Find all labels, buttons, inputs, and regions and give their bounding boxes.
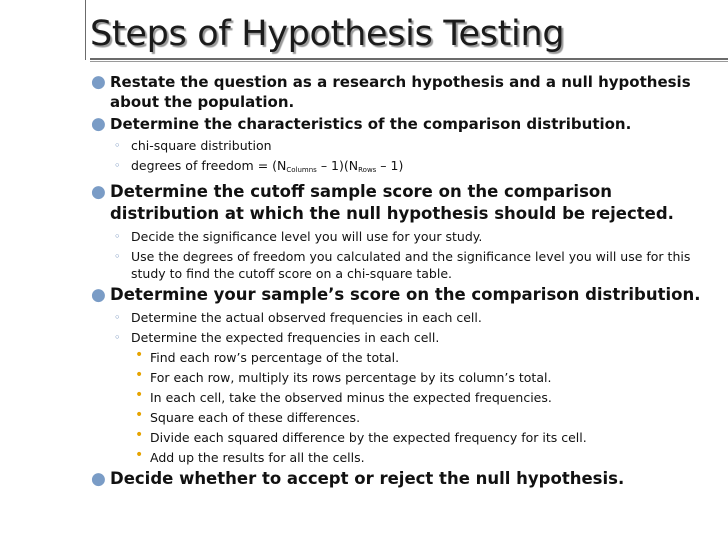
sub-item-significance bbox=[0, 228, 728, 245]
bullet-icon: ● bbox=[91, 285, 106, 305]
step-bullet-icon: • bbox=[135, 447, 144, 463]
bullet-icon: ● bbox=[91, 469, 106, 489]
bullet-list bbox=[0, 70, 728, 490]
dof-suffix: – 1) bbox=[376, 158, 404, 173]
sub-item-text: Determine the expected frequencies in each cell. bbox=[131, 330, 440, 345]
dof-sub-columns: Columns bbox=[286, 166, 317, 174]
sub-bullet-icon: ◦ bbox=[114, 159, 121, 172]
step-item-text: Divide each squared difference by the expected frequency for its cell. bbox=[150, 430, 587, 445]
list-item-text: Determine the characteristics of the comparison distribution. bbox=[110, 115, 632, 133]
list-item-decide bbox=[0, 468, 728, 490]
sub-bullet-icon: ◦ bbox=[114, 250, 121, 263]
step-item bbox=[0, 389, 728, 406]
sub-item-observed bbox=[0, 309, 728, 326]
step-bullet-icon: • bbox=[135, 367, 144, 383]
list-item-restate bbox=[0, 72, 728, 112]
title-underline-thin bbox=[90, 61, 728, 62]
step-item bbox=[0, 409, 728, 426]
step-bullet-icon: • bbox=[135, 407, 144, 423]
sub-bullet-icon: ◦ bbox=[114, 311, 121, 324]
dof-mid: – 1)(N bbox=[316, 158, 359, 173]
title-underline bbox=[90, 58, 728, 60]
list-item-text: Determine your sample’s score on the comparison distribution. bbox=[110, 285, 701, 304]
sub-item-chi-square bbox=[0, 137, 728, 154]
sub-item-text: Decide the significance level you will use for your study. bbox=[131, 229, 483, 244]
step-item bbox=[0, 449, 728, 466]
sub-item-degrees-of-freedom bbox=[0, 157, 728, 179]
list-item-text: Determine the cutoff sample score on the comparison distribution at which the null hypothesis should be rejected. bbox=[110, 182, 674, 223]
step-item bbox=[0, 429, 728, 446]
step-item-text: Square each of these differences. bbox=[150, 410, 361, 425]
dof-sub-rows: Rows bbox=[358, 166, 377, 174]
step-item-text: Add up the results for all the cells. bbox=[150, 450, 365, 465]
slide-title: Steps of Hypothesis Testing bbox=[90, 14, 565, 54]
sub-item-expected bbox=[0, 329, 728, 346]
step-item-text: For each row, multiply its rows percentage by its column’s total. bbox=[150, 370, 552, 385]
step-item bbox=[0, 369, 728, 386]
sub-item-text: Determine the actual observed frequencies in each cell. bbox=[131, 310, 482, 325]
bullet-icon: ● bbox=[91, 182, 106, 202]
bullet-icon: ● bbox=[91, 114, 106, 134]
list-item-sample-score bbox=[0, 284, 728, 306]
step-bullet-icon: • bbox=[135, 427, 144, 443]
list-item-text: Decide whether to accept or reject the null hypothesis. bbox=[110, 469, 625, 488]
step-item-text: In each cell, take the observed minus the expected frequencies. bbox=[150, 390, 552, 405]
title-left-rule bbox=[85, 0, 86, 60]
sub-bullet-icon: ◦ bbox=[114, 230, 121, 243]
step-item-text: Find each row’s percentage of the total. bbox=[150, 350, 400, 365]
sub-item-use-dof bbox=[0, 248, 728, 282]
list-item-characteristics bbox=[0, 114, 728, 134]
step-bullet-icon: • bbox=[135, 347, 144, 363]
list-item-cutoff bbox=[0, 181, 728, 225]
sub-item-text: Use the degrees of freedom you calculated and the significance level you will use for this study to find the cutoff score on a chi-square table. bbox=[131, 249, 691, 281]
list-item-text: Restate the question as a research hypothesis and a null hypothesis about the population. bbox=[110, 73, 691, 111]
dof-prefix: degrees of freedom = (N bbox=[131, 158, 287, 173]
sub-item-text: chi-square distribution bbox=[131, 138, 272, 153]
sub-bullet-icon: ◦ bbox=[114, 139, 121, 152]
sub-bullet-icon: ◦ bbox=[114, 331, 121, 344]
step-bullet-icon: • bbox=[135, 387, 144, 403]
bullet-icon: ● bbox=[91, 72, 106, 92]
step-item bbox=[0, 349, 728, 366]
